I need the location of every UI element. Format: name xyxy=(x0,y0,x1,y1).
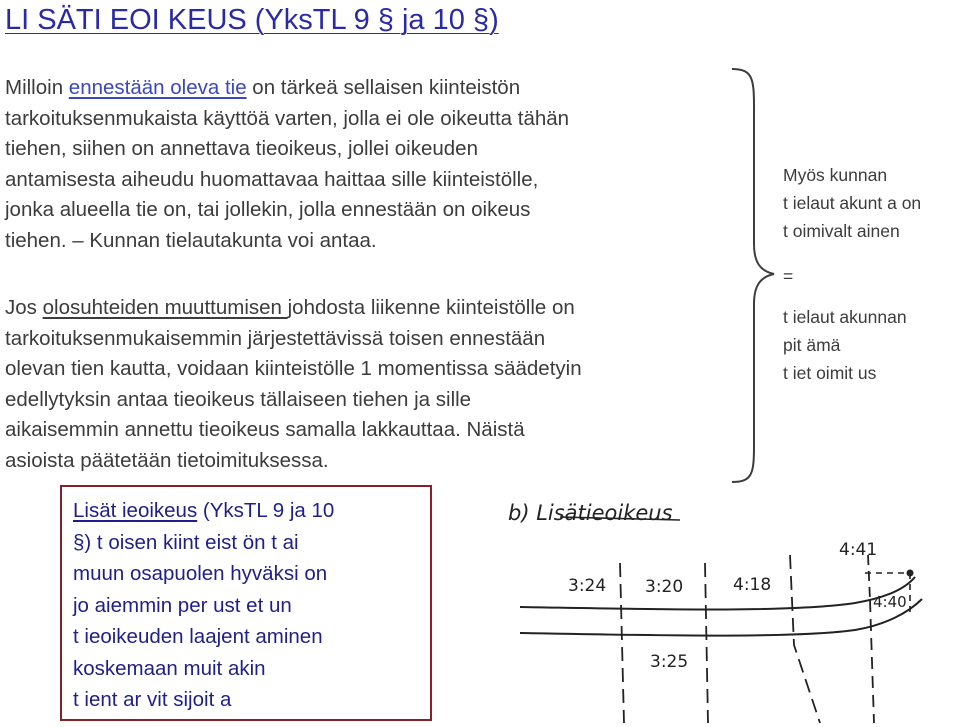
paragraph-1-line: tiehen, siihen on annettava tieoikeus, jollei oikeuden xyxy=(5,137,478,160)
paragraph-2-line: olevan tien kautta, voidaan kiinteistölle 1 momentissa säädetyin xyxy=(5,357,582,380)
side-note-line: pit ämä xyxy=(783,335,841,355)
definition-line: t ieoikeuden laajent aminen xyxy=(73,625,323,648)
paragraph-1-line xyxy=(5,73,569,104)
parcel-boundary xyxy=(868,555,870,600)
parcel-label: 4:40 xyxy=(873,593,907,611)
side-note-line: t ielaut akunnan xyxy=(783,307,907,327)
paragraph-1-line: antamisesta aiheudu huomattavaa haittaa sille kiinteistölle, xyxy=(5,167,539,191)
definition-line: t ient ar vit sijoit a xyxy=(73,688,232,711)
side-note-line: t oimivalt ainen xyxy=(783,221,900,241)
paragraph-2-line xyxy=(5,293,582,324)
paragraph-1-line: tarkoituksenmukaista käyttöä varten, jolla ei ole oikeutta tähän xyxy=(5,106,570,130)
side-note-line: t ielaut akunt a on xyxy=(783,193,922,213)
paragraph-2-line: aikaisemmin annettu tieoikeus samalla lakkauttaa. Näistä xyxy=(5,418,525,441)
paragraph-2-line: edellytyksin antaa tieoikeus tällaiseen tiehen ja sille xyxy=(5,387,472,411)
parcel-label: 4:41 xyxy=(839,540,878,560)
road-lower-edge xyxy=(520,599,922,636)
road-link[interactable]: ennestään oleva tie xyxy=(68,76,247,99)
definition-line: §) t oisen kiint eist ön t ai xyxy=(73,530,299,554)
curly-brace-icon xyxy=(724,66,784,486)
text-fragment: Jos xyxy=(5,296,43,319)
sketch-heading: b) Lisätieoikeus xyxy=(508,501,673,525)
side-note-top xyxy=(783,161,921,245)
paragraph-1 xyxy=(5,73,569,256)
boundary-point xyxy=(907,570,914,577)
parcel-label: 3:25 xyxy=(650,652,689,672)
parcel-label: 3:20 xyxy=(645,577,684,597)
definition-line: koskemaan muit akin xyxy=(73,656,266,680)
side-note-equals: = xyxy=(783,266,794,286)
paragraph-1-line: jonka alueella tie on, tai jollekin, jolla ennestään on oikeus xyxy=(5,198,531,221)
page-title: LI SÄTI EOI KEUS (YksTL 9 § ja 10 §) xyxy=(5,4,499,36)
paragraph-1-line: tiehen. – Kunnan tielautakunta voi antaa. xyxy=(5,228,377,252)
text-fragment: Milloin xyxy=(5,76,69,99)
paragraph-2-line: asioista päätetään tietoimituksessa. xyxy=(5,448,329,472)
parcel-boundary xyxy=(870,600,874,723)
definition-box xyxy=(60,485,432,721)
paragraph-2 xyxy=(5,293,582,476)
parcel-label: 4:18 xyxy=(733,575,772,595)
definition-text xyxy=(73,495,334,716)
definition-line: muun osapuolen hyväksi on xyxy=(73,562,328,585)
parcel-boundary xyxy=(790,555,820,723)
underlined-phrase: olosuhteiden muuttumisen xyxy=(42,296,288,319)
parcel-boundary xyxy=(705,563,708,723)
text-fragment: johdosta liikenne kiinteistölle on xyxy=(287,296,575,319)
side-note-line: Myös kunnan xyxy=(783,165,888,185)
text-fragment: on tärkeä sellaisen kiinteistön xyxy=(246,76,521,99)
side-note-bottom xyxy=(783,303,907,387)
road-sketch xyxy=(490,485,960,725)
parcel-label: 3:24 xyxy=(568,576,607,596)
definition-line: jo aiemmin per ust et un xyxy=(73,593,292,617)
paragraph-2-line: tarkoituksenmukaisemmin järjestettävissä toisen ennestään xyxy=(5,326,546,350)
text-fragment: (YksTL 9 ja 10 xyxy=(197,499,335,522)
definition-term: Lisät ieoikeus xyxy=(73,499,198,522)
parcel-boundary xyxy=(620,563,624,723)
definition-line xyxy=(73,495,334,527)
side-note-line: t iet oimit us xyxy=(783,363,877,383)
